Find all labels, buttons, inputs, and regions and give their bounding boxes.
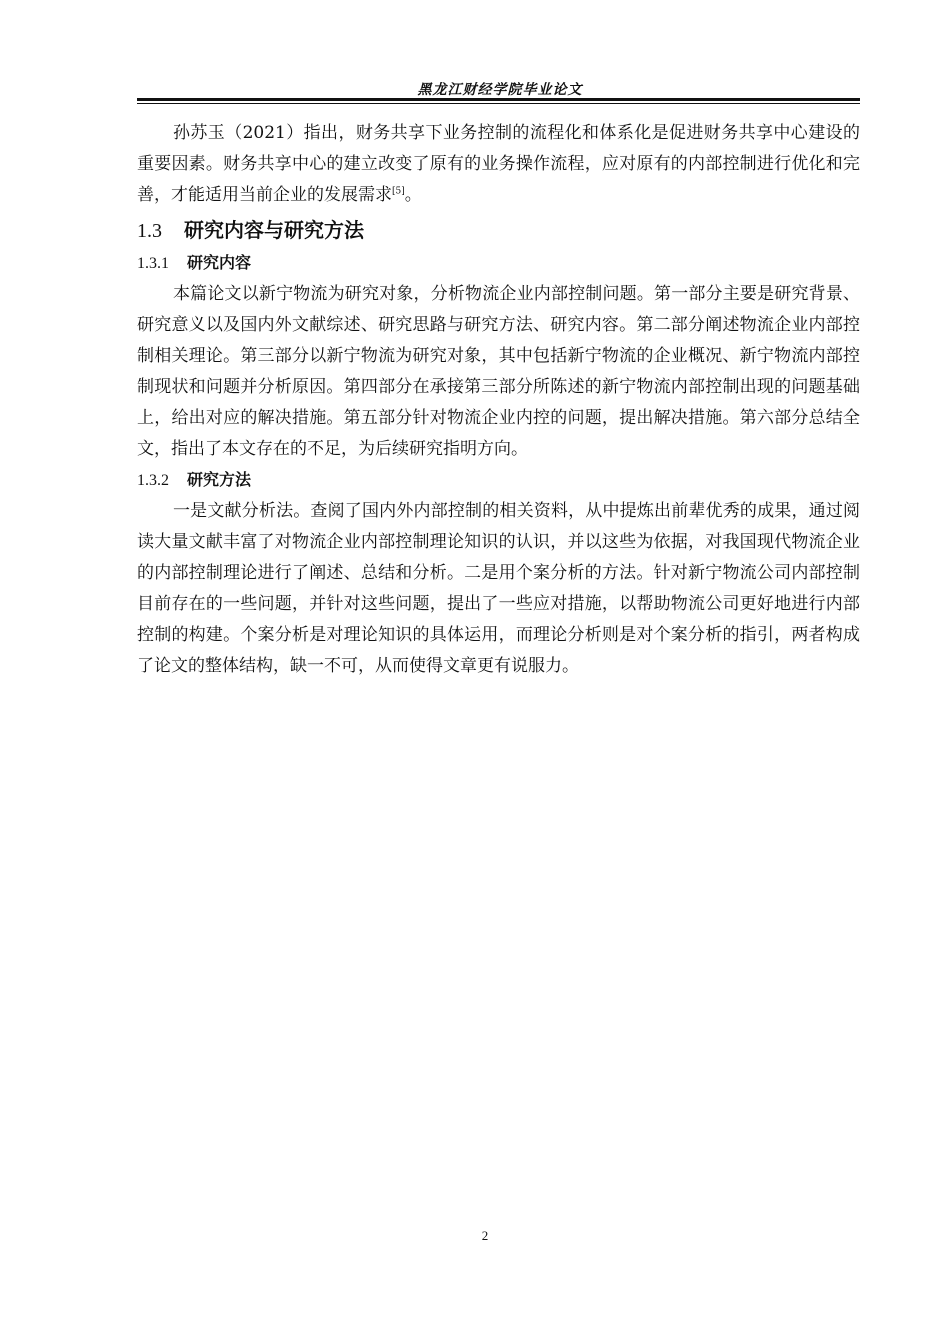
header-rule-thin [137, 103, 860, 104]
subsection-heading-1-3-1 [137, 248, 860, 279]
running-header-title: 黑龙江财经学院毕业论文 [417, 82, 583, 98]
research-method-paragraph: 一是文献分析法。查阅了国内外内部控制的相关资料，从中提炼出前辈优秀的成果，通过阅读大量文献丰富了对物流企业内部控制理论知识的认识，并以这些为依据，对我国现代物流企业的内部控制理论进行了阐述、总结和分析。二是用个案分析的方法。针对新宁物流公司内部控制目前存在的一些问题，并针对这些问题，提出了一些应对措施，以帮助物流公司更好地进行内部控制的构建。个案分析是对理论知识的具体运用，而理论分析则是对个案分析的指引，两者构成了论文的整体结构，缺一不可，从而使得文章更有说服力。 [137, 501, 860, 676]
section-number: 1.3 [137, 220, 162, 242]
section-heading-1-3 [137, 213, 860, 248]
intro-paragraph-end: 。 [404, 185, 422, 205]
subsection-number: 1.3.2 [137, 472, 169, 489]
section-title: 研究内容与研究方法 [184, 218, 364, 242]
subsection-title: 研究内容 [187, 253, 252, 272]
subsection-heading-1-3-2 [137, 465, 860, 496]
header-rule-thick [137, 98, 860, 101]
research-content-paragraph: 本篇论文以新宁物流为研究对象，分析物流企业内部控制问题。第一部分主要是研究背景、研究意义以及国内外文献综述、研究思路与研究方法、研究内容。第二部分阐述物流企业内部控制相关理论。第三部分以新宁物流为研究对象，其中包括新宁物流的企业概况、新宁物流内部控制现状和问题并分析原因。第四部分在承接第三部分所陈述的新宁物流内部控制出现的问题基础上，给出对应的解决措施。第五部分针对物流企业内控的问题，提出解决措施。第六部分总结全文，指出了本文存在的不足，为后续研究指明方向。 [137, 284, 860, 459]
page-number: 2 [481, 1228, 489, 1243]
subsection-number: 1.3.1 [137, 255, 169, 272]
intro-paragraph [137, 118, 860, 211]
intro-paragraph-text: 孙苏玉（2021）指出，财务共享下业务控制的流程化和体系化是促进财务共享中心建设的重要因素。财务共享中心的建立改变了原有的业务操作流程，应对原有的内部控制进行优化和完善，才能适用当前企业的发展需求 [137, 123, 860, 205]
subsection-title: 研究方法 [187, 470, 252, 489]
citation-marker: [5] [392, 186, 405, 197]
body-content [137, 118, 860, 682]
